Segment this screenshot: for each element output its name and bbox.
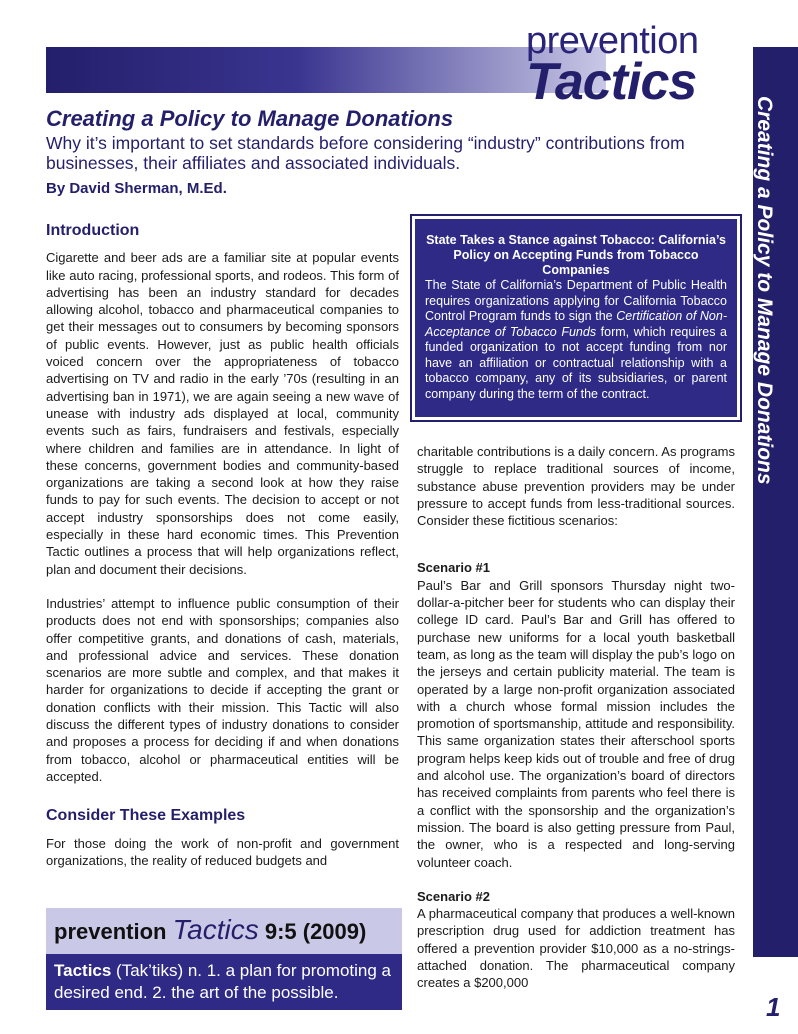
footer-def-word: Tactics bbox=[54, 961, 112, 980]
policy-box-form-name: Certification of Non-Acceptance of Tobacco Funds bbox=[425, 309, 728, 339]
heading-consider-examples: Consider These Examples bbox=[46, 807, 246, 825]
article-title: Creating a Policy to Manage Donations bbox=[46, 106, 454, 131]
page-number: 1 bbox=[766, 992, 781, 1022]
left-column bbox=[46, 222, 399, 886]
footer-definition bbox=[54, 960, 398, 1004]
article-subtitle: Why it’s important to set standards before considering “industry” contributions from businesses, their affiliates and associated individuals. bbox=[46, 133, 685, 173]
heading-scenario-2: Scenario #2 bbox=[417, 888, 490, 904]
right-intro-paragraph: charitable contributions is a daily concern. As programs struggle to replace traditional sources of income, substance abuse prevention providers may be under pressure to accept funds from less-traditional sources. Consider these fictitious scenarios: bbox=[417, 444, 735, 529]
scenario-2-text: A pharmaceutical company that produces a well-known prescription drug used for addiction treatment has offered a prevention provider $10,000 as a no-strings-attached donation. The pharmaceutical company creates a $200,000 bbox=[417, 906, 735, 991]
byline: By David Sherman, M.Ed. bbox=[46, 180, 227, 197]
examples-paragraph: For those doing the work of non-profit and government organizations, the reality of reduced budgets and bbox=[46, 835, 399, 868]
california-policy-box-inner bbox=[415, 219, 737, 417]
header-gradient-bar bbox=[46, 47, 606, 93]
scenario-1-text: Paul’s Bar and Grill sponsors Thursday night two-dollar-a-pitcher beer for students who can display their college ID card. Paul’s Bar and Grill has offered to purchase new uniforms for a local youth basketball team, as long as the team will display the pub’s logo on the jerseys and certain publicity material. The team is operated by a large non-profit organization associated with a church whose formal mission includes the promotion of sportsmanship, attitude and responsibility. This same organization states their afterschool sports program helps keep kids out of trouble and free of drug and alcohol use. The organization’s board of directors has received complaints from parents who feel there is a conflict with the sponsorship and the organization’s mission. The board is also getting pressure from Paul, the owner, who is a respected and long-serving volunteer coach. bbox=[417, 577, 735, 870]
policy-box-title: State Takes a Stance against Tobacco: California’s Policy on Accepting Funds from Tobacco Companies bbox=[426, 233, 726, 277]
policy-box-body bbox=[425, 278, 727, 402]
brand-prevention: prevention bbox=[526, 20, 699, 62]
intro-paragraph-2: Industries’ attempt to influence public consumption of their products does not end with sponsorships; companies also offer competitive grants, and donations of cash, materials, and professional advice and services. These donation scenarios are more subtle and complex, and that makes it harder for organizations to decide if accepting the grant or donation conflicts with their mission. This Tactic will also discuss the different types of industry donations to consider and proposes a process for deciding if and when donations from tobacco, alcohol or pharmaceutical entities will be accepted. bbox=[46, 595, 399, 784]
heading-introduction: Introduction bbox=[46, 222, 140, 239]
footer-def-rest: (Tak’tiks) n. 1. a plan for promoting a desired end. 2. the art of the possible. bbox=[54, 961, 392, 1002]
california-policy-box bbox=[410, 214, 742, 422]
footer-brand-tactics: Tactics bbox=[172, 914, 259, 945]
policy-box-body-b: form, which requires a funded organization to not accept funding from nor have an affiliation or contractual relationship with a tobacco company, any of its subsidiaries, or parent company during the term of the contract. bbox=[425, 324, 728, 401]
intro-paragraph-1: Cigarette and beer ads are a familiar site at popular events like auto racing, professional sports, and rodeos. This form of advertising has been an industry standard for decades allowing alcohol, tobacco and pharmaceutical companies to get their messages out to consumers by becoming sponsors of public events. However, just as public health officials voiced concern over the appropriateness of tobacco advertising on TV and radio in the early ’70s (resulting in an advertising ban in 1971), we are again seeing a new wave of unease with industry ads displayed at local, community events such as fairs, fundraisers and festivals, especially where children and families are in attendance. In light of these concerns, government bodies and community-based organizations are taking a second look at how they raise funds to pay for such events. The decision to accept or not accept industry sponsorships does not come easily, especially in these hard economic times. This Prevention Tactic outlines a process that will help organizations reflect, plan and document their decisions. bbox=[46, 250, 399, 577]
footer-brand-prevention: prevention bbox=[54, 919, 167, 944]
policy-box-body-a: The State of California’s Department of Public Health requires organizations applying for California Tobacco Control Program funds to sign the bbox=[425, 278, 727, 323]
footer-issue: 9:5 (2009) bbox=[264, 919, 367, 944]
heading-scenario-1: Scenario #1 bbox=[417, 560, 490, 576]
right-column bbox=[417, 443, 735, 1009]
side-title: Creating a Policy to Manage Donations bbox=[753, 96, 776, 485]
footer-brand bbox=[54, 914, 366, 946]
brand-tactics: Tactics bbox=[526, 53, 697, 111]
